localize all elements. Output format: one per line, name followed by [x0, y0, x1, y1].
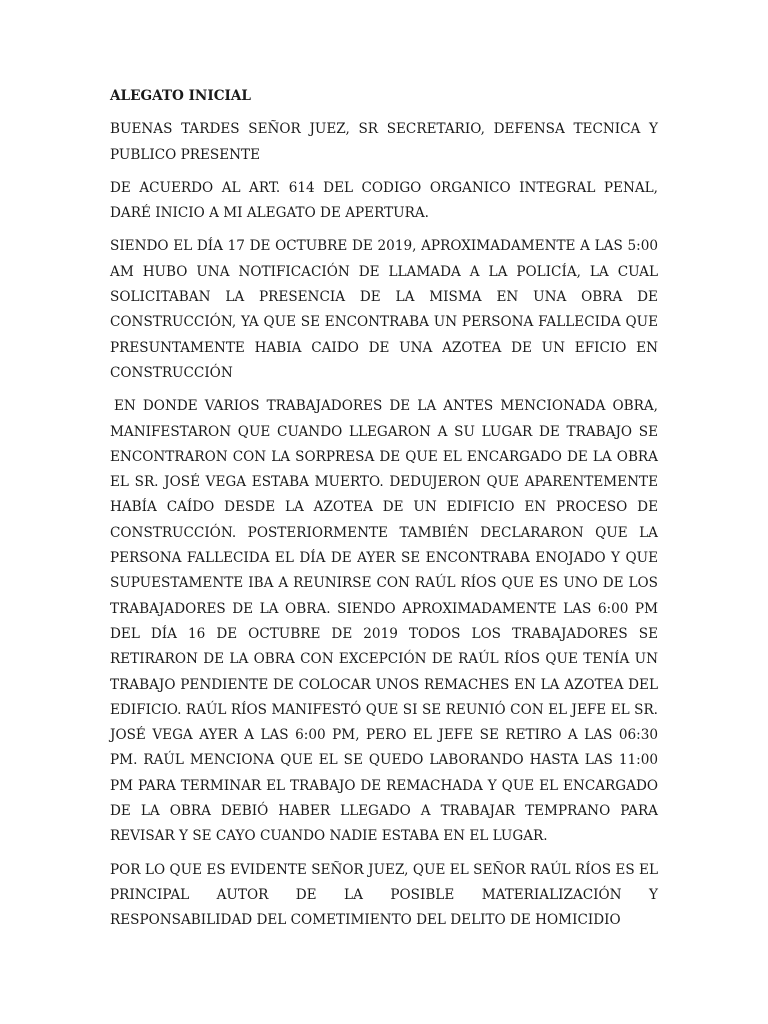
paragraph-greeting: BUENAS TARDES SEÑOR JUEZ, SR SECRETARIO, DEFENSA TECNICA Y PUBLICO PRESENTE	[110, 121, 658, 163]
document-page	[110, 84, 658, 934]
paragraph-testimony: EN DONDE VARIOS TRABAJADORES DE LA ANTES MENCIONADA OBRA, MANIFESTARON QUE CUANDO LLEGARON A SU LUGAR DE TRABAJO SE ENCONTRARON CON LA SORPRESA DE QUE EL ENCARGADO DE LA OBRA EL SR. JOSÉ VEGA ESTABA MUERTO. DEDUJERON QUE APARENTEMENTE HABÍA CAÍDO DESDE LA AZOTEA DE UN EDIFICIO EN PROCESO DE CONSTRUCCIÓN. POSTERIORMENTE TAMBIÉN DECLARARON QUE LA PERSONA FALLECIDA EL DÍA DE AYER SE ENCONTRABA ENOJADO Y QUE SUPUESTAMENTE IBA A REUNIRSE CON RAÚL RÍOS QUE ES UNO DE LOS TRABAJADORES DE LA OBRA. SIENDO APROXIMADAMENTE LAS 6:00 PM DEL DÍA 16 DE OCTUBRE DE 2019 TODOS LOS TRABAJADORES SE RETIRARON DE LA OBRA CON EXCEPCIÓN DE RAÚL RÍOS QUE TENÍA UN TRABAJO PENDIENTE DE COLOCAR UNOS REMACHES EN LA AZOTEA DEL EDIFICIO. RAÚL RÍOS MANIFESTÓ QUE SI SE REUNIÓ CON EL JEFE EL SR. JOSÉ VEGA AYER A LAS 6:00 PM, PERO EL JEFE SE RETIRO A LAS 06:30 PM. RAÚL MENCIONA QUE EL SE QUEDO LABORANDO HASTA LAS 11:00 PM PARA TERMINAR EL TRABAJO DE REMACHADA Y QUE EL ENCARGADO DE LA OBRA DEBIÓ HABER LLEGADO A TRABAJAR TEMPRANO PARA REVISAR Y SE CAYO CUANDO NADIE ESTABA EN EL LUGAR.	[110, 398, 658, 845]
document-title: ALEGATO INICIAL	[110, 88, 251, 104]
paragraph-legal-basis: DE ACUERDO AL ART. 614 DEL CODIGO ORGANICO INTEGRAL PENAL, DARÉ INICIO A MI ALEGATO DE APERTURA.	[110, 179, 658, 222]
paragraph-incident: SIENDO EL DÍA 17 DE OCTUBRE DE 2019, APROXIMADAMENTE A LAS 5:00 AM HUBO UNA NOTIFICACIÓN DE LLAMADA A LA POLICÍA, LA CUAL SOLICITABAN LA PRESENCIA DE LA MISMA EN UNA OBRA DE CONSTRUCCIÓN, YA QUE SE ENCONTRABA UN PERSONA FALLECIDA QUE PRESUNTAMENTE HABIA CAIDO DE UNA AZOTEA DE UN EFICIO EN CONSTRUCCIÓN	[110, 238, 658, 381]
paragraph-conclusion: POR LO QUE ES EVIDENTE SEÑOR JUEZ, QUE EL SEÑOR RAÚL RÍOS ES EL PRINCIPAL AUTOR DE LA POSIBLE MATERIALIZACIÓN Y RESPONSABILIDAD DEL COMETIMIENTO DEL DELITO DE HOMICIDIO	[110, 861, 658, 929]
